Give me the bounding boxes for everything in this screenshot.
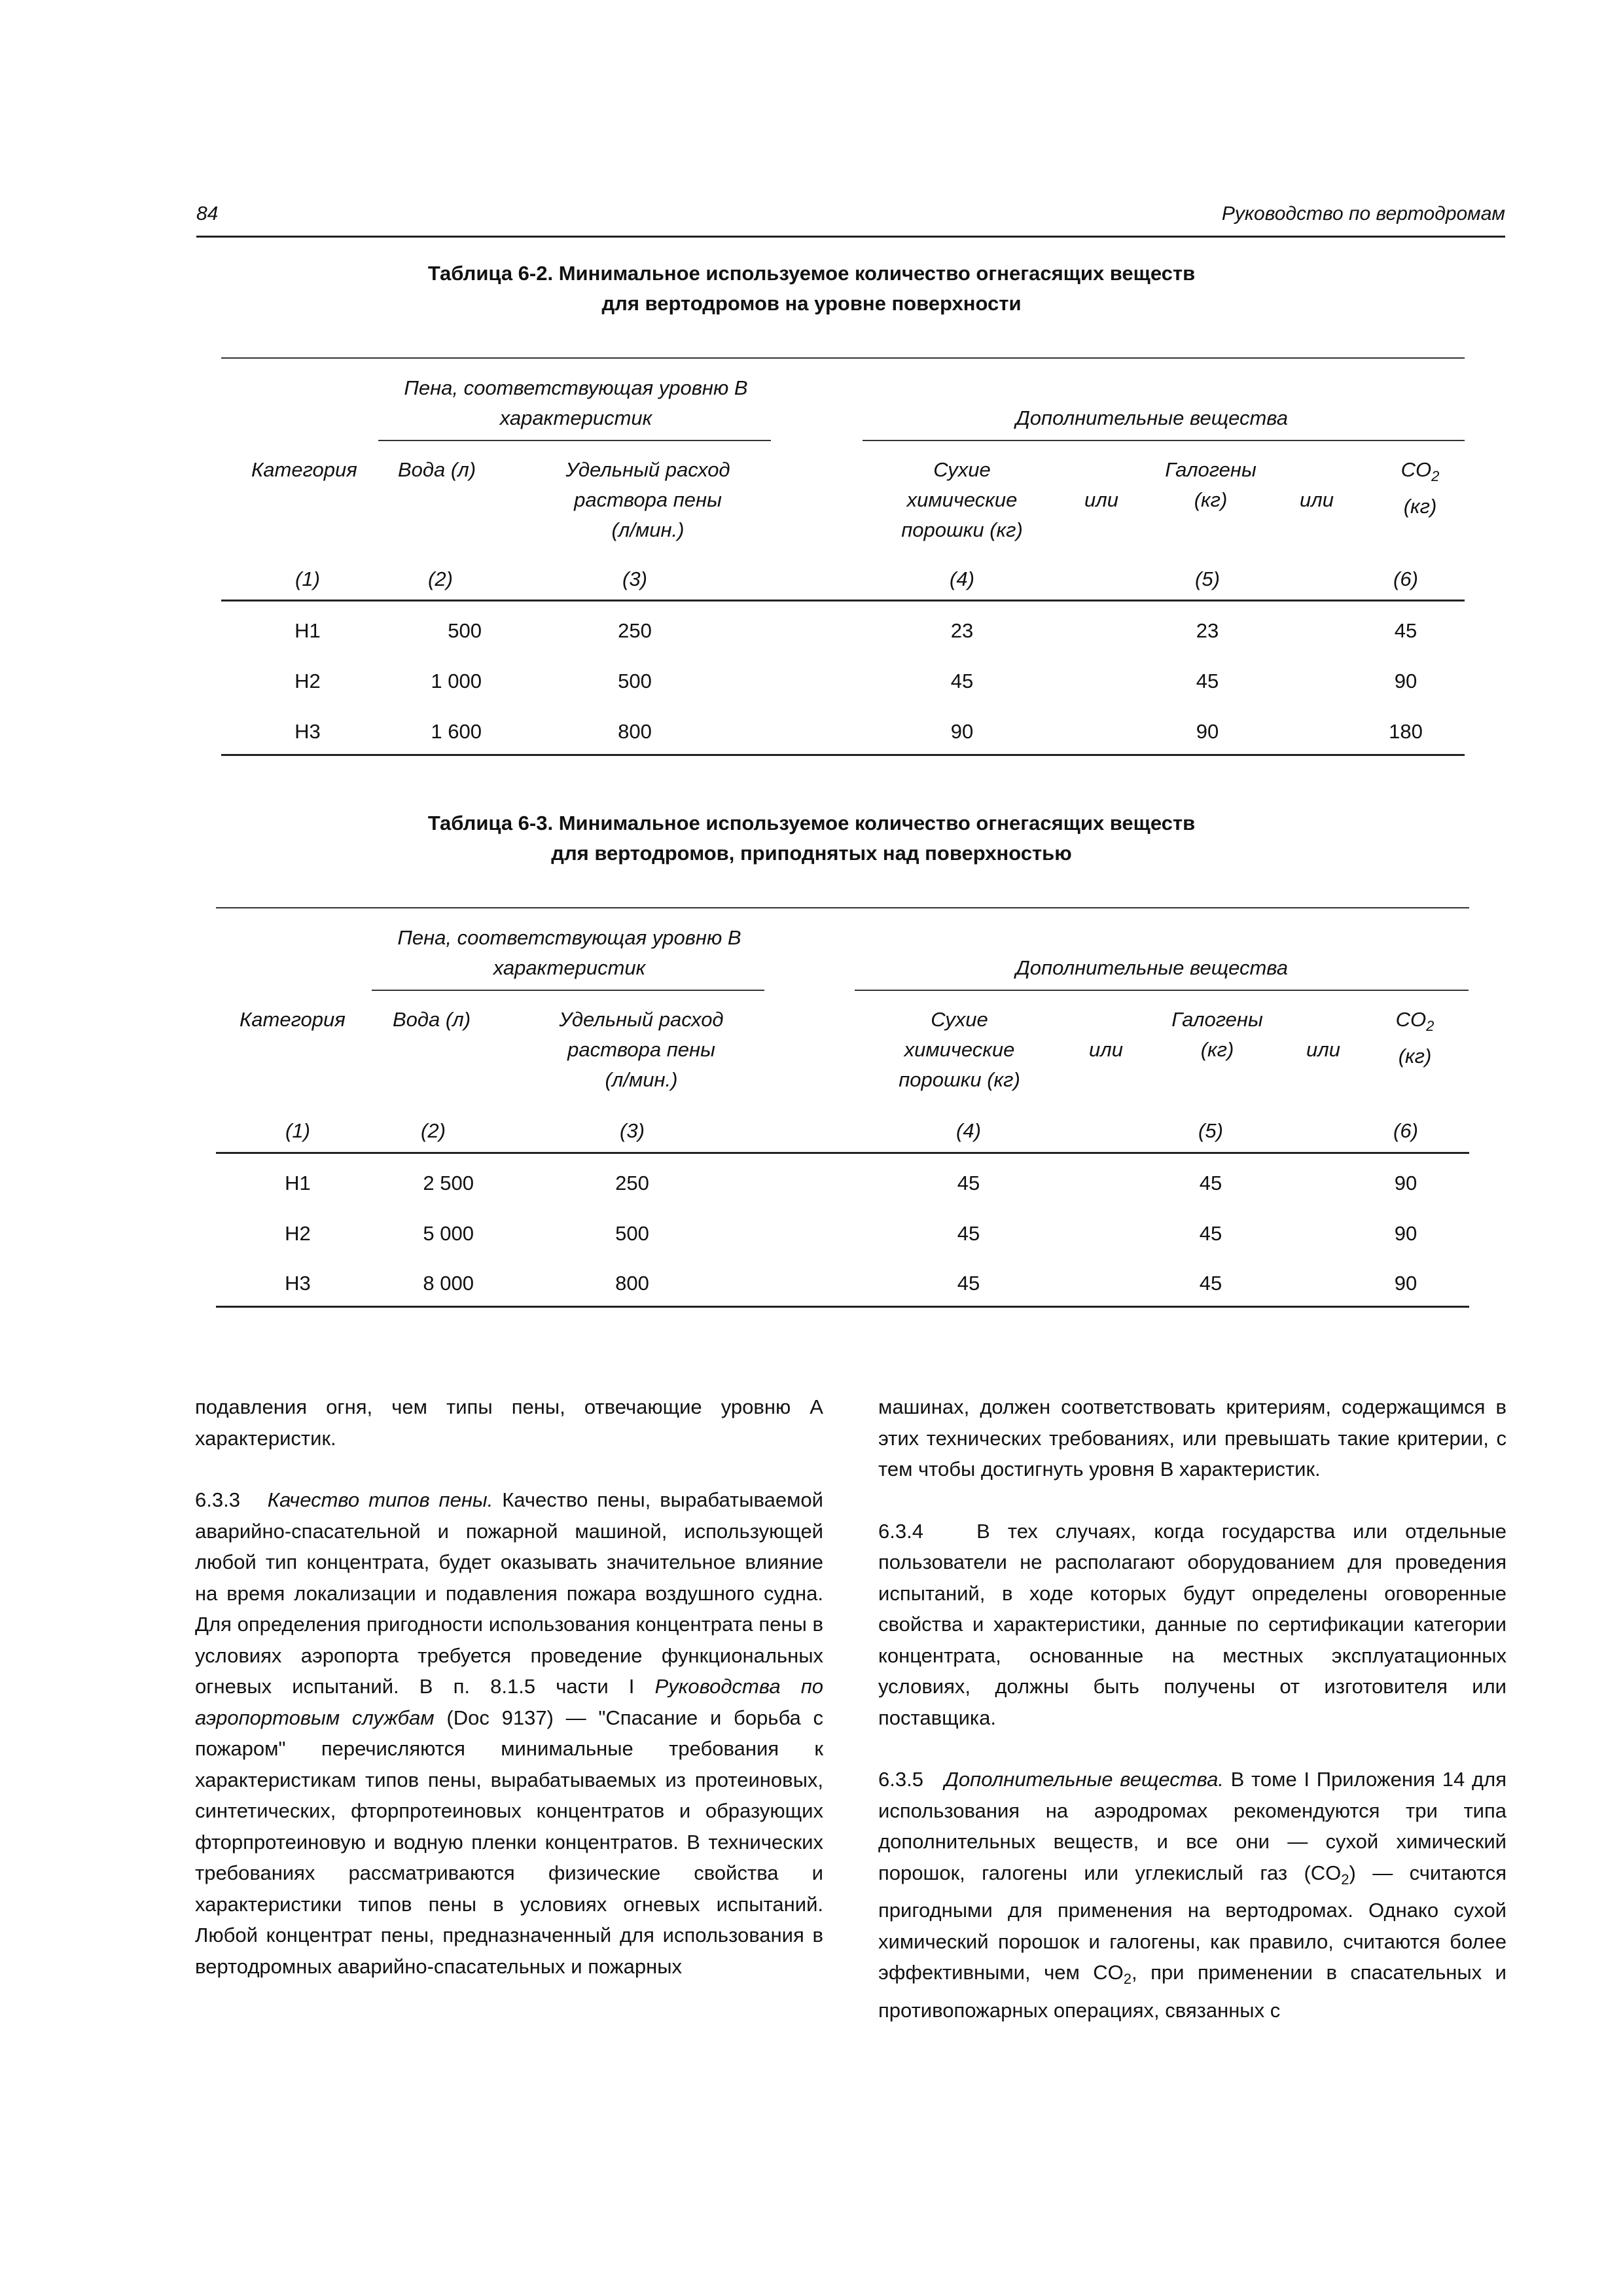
cell-dry-chemical: 45 bbox=[950, 670, 974, 692]
cell-co2: 45 bbox=[1394, 619, 1418, 642]
table-title-line: Таблица 6-2. Минимальное используемое количество огнегасящих веществ bbox=[427, 262, 1196, 285]
cell-water: 1 000 bbox=[431, 670, 482, 692]
cell-dry-chemical: 45 bbox=[957, 1272, 980, 1295]
col-number: (2) bbox=[421, 1119, 446, 1142]
left-column bbox=[195, 1391, 823, 2013]
col-header-dry-chemical bbox=[864, 455, 1060, 545]
header-body-rule bbox=[221, 600, 1465, 601]
cell-dry-chemical: 45 bbox=[957, 1222, 980, 1245]
cell-co2: 90 bbox=[1394, 1222, 1418, 1245]
header-rule bbox=[196, 236, 1505, 238]
header-body-rule bbox=[216, 1152, 1469, 1154]
cell-category: H1 bbox=[285, 1172, 311, 1194]
col-header-line: (кг) bbox=[1398, 1045, 1432, 1068]
cell-halons: 45 bbox=[1199, 1272, 1222, 1295]
col-header-line: порошки (кг) bbox=[901, 518, 1023, 541]
cell-halons: 90 bbox=[1196, 720, 1219, 743]
section-number: 6.3.5 bbox=[878, 1768, 923, 1791]
col-header-line: химические bbox=[904, 1038, 1015, 1061]
cell-halons: 23 bbox=[1196, 619, 1219, 642]
col-header-line: Удельный расход bbox=[559, 1008, 724, 1031]
paragraph-text: , при применении в спасательных и противопожарных операциях, связанных с bbox=[878, 1961, 1507, 2022]
col-header-line: Сухие bbox=[933, 458, 991, 481]
cell-dry-chemical: 23 bbox=[950, 619, 974, 642]
group-rule-foam bbox=[378, 440, 771, 441]
col-number: (3) bbox=[620, 1119, 645, 1142]
col-header-dry-chemical bbox=[861, 1005, 1058, 1095]
co2-subscript: 2 bbox=[1426, 1018, 1435, 1035]
section-heading: Дополнительные вещества. bbox=[944, 1768, 1224, 1791]
paragraph-text: В томе I Приложения 14 для использования на аэродромах рекомендуются три типа дополнительных веществ, и все они — сухой химический порошок, галогены или углекислый газ (CO bbox=[878, 1768, 1507, 1884]
cell-co2: 90 bbox=[1394, 670, 1418, 692]
right-column bbox=[878, 1391, 1507, 2056]
group-heading-additional: Дополнительные вещества bbox=[1015, 956, 1289, 979]
cell-rate: 500 bbox=[618, 670, 652, 692]
cell-water: 5 000 bbox=[423, 1222, 474, 1245]
table-title bbox=[0, 808, 1623, 869]
col-header-line: Галогены bbox=[1171, 1008, 1263, 1031]
table-top-rule bbox=[216, 907, 1469, 908]
page-number: 84 bbox=[196, 203, 219, 224]
table-title-line: для вертодромов, приподнятых над поверхностью bbox=[551, 842, 1072, 865]
paragraph: подавления огня, чем типы пены, отвечающие уровню А характеристик. bbox=[195, 1395, 823, 1450]
col-header-water: Вода (л) bbox=[393, 1008, 471, 1031]
co2-subscript: 2 bbox=[1431, 468, 1440, 485]
cell-halons: 45 bbox=[1199, 1222, 1222, 1245]
table-title-line: Таблица 6-3. Минимальное используемое количество огнегасящих веществ bbox=[427, 812, 1196, 834]
cell-category: H3 bbox=[285, 1272, 311, 1295]
paragraph bbox=[878, 1516, 1507, 1734]
col-number: (5) bbox=[1198, 1119, 1223, 1142]
col-header-line: (кг) bbox=[1194, 488, 1228, 511]
col-header-water: Вода (л) bbox=[398, 458, 476, 481]
co2-label: CO bbox=[1400, 458, 1432, 481]
col-header-category: Категория bbox=[240, 1008, 346, 1031]
group-heading-additional: Дополнительные вещества bbox=[1015, 406, 1289, 429]
paragraph-text: ) — считаются пригодными для применения на вертодромах. Однако сухой химический порошок и галогены, как правило, считаются более эффективными, чем CO bbox=[878, 1861, 1507, 1984]
cell-category: H2 bbox=[285, 1222, 311, 1245]
col-header-rate bbox=[524, 455, 772, 545]
paragraph bbox=[878, 1764, 1507, 2026]
group-rule-additional bbox=[855, 990, 1469, 991]
cell-water: 8 000 bbox=[423, 1272, 474, 1295]
subscript: 2 bbox=[1123, 1971, 1132, 1988]
paragraph: машинах, должен соответствовать критериям, содержащимся в этих технических требованиях, или превышать такие критерии, с тем чтобы достигнуть уровня В характеристик. bbox=[878, 1395, 1507, 1480]
cell-water: 2 500 bbox=[423, 1172, 474, 1194]
running-title: Руководство по вертодромам bbox=[1221, 203, 1505, 224]
cell-category: H1 bbox=[294, 619, 321, 642]
co2-label: CO bbox=[1395, 1008, 1427, 1031]
cell-co2: 180 bbox=[1389, 720, 1423, 743]
table-top-rule bbox=[221, 357, 1465, 359]
cell-rate: 250 bbox=[615, 1172, 649, 1194]
table-title-line: для вертодромов на уровне поверхности bbox=[601, 292, 1022, 315]
or-label: или bbox=[1306, 1038, 1340, 1061]
group-heading-foam bbox=[360, 923, 779, 983]
col-number: (3) bbox=[622, 567, 647, 590]
col-number: (1) bbox=[285, 1119, 310, 1142]
col-header-line: химические bbox=[906, 488, 1018, 511]
col-header-halons bbox=[1145, 1005, 1289, 1065]
col-number: (6) bbox=[1393, 1119, 1418, 1142]
col-header-category: Категория bbox=[251, 458, 357, 481]
cell-rate: 250 bbox=[618, 619, 652, 642]
col-header-line: порошки (кг) bbox=[899, 1068, 1020, 1091]
section-heading: Качество типов пены. bbox=[267, 1488, 493, 1511]
col-header-line: Сухие bbox=[931, 1008, 988, 1031]
col-header-halons bbox=[1139, 455, 1283, 515]
col-header-line: раствора пены bbox=[574, 488, 722, 511]
cell-halons: 45 bbox=[1199, 1172, 1222, 1194]
col-header-line: (кг) bbox=[1200, 1038, 1234, 1061]
cell-water: 1 600 bbox=[431, 720, 482, 743]
cell-category: H2 bbox=[294, 670, 321, 692]
cell-category: H3 bbox=[294, 720, 321, 743]
table-bottom-rule bbox=[221, 754, 1465, 756]
cell-rate: 800 bbox=[618, 720, 652, 743]
paragraph-text: (Doc 9137) — "Спасание и борьба с пожаром" перечисляются минимальные требования к характеристикам типов пены, вырабатываемых из протеиновых, синтетических, фторпротеиновых концентратов и образующих фторпротеиновую и водную пленки концентратов. В технических требованиях рассматриваются физические свойства и характеристики типов пены в условиях огневых испытаний. Любой концентрат пены, предназначенный для использования в вертодромных аварийно-спасательных и пожарных bbox=[195, 1706, 823, 1978]
col-number: (2) bbox=[428, 567, 453, 590]
table-bottom-rule bbox=[216, 1306, 1469, 1308]
col-number: (1) bbox=[295, 567, 320, 590]
or-label: или bbox=[1089, 1038, 1123, 1061]
section-number: 6.3.4 bbox=[878, 1519, 923, 1543]
table-title bbox=[0, 259, 1623, 319]
or-label: или bbox=[1300, 488, 1334, 511]
group-heading-line: Пена, соответствующая уровню В bbox=[404, 376, 748, 399]
col-number: (5) bbox=[1195, 567, 1220, 590]
cell-co2: 90 bbox=[1394, 1172, 1418, 1194]
group-heading-line: характеристик bbox=[499, 406, 652, 429]
col-header-line bbox=[1374, 455, 1466, 492]
col-header-line: Удельный расход bbox=[565, 458, 730, 481]
document-reference: Руководства по аэропортовым службам bbox=[195, 1675, 823, 1729]
cell-dry-chemical: 45 bbox=[957, 1172, 980, 1194]
col-header-line: (л/мин.) bbox=[605, 1068, 678, 1091]
group-heading-line: Пена, соответствующая уровню В bbox=[397, 926, 741, 949]
col-header-rate bbox=[517, 1005, 766, 1095]
cell-halons: 45 bbox=[1196, 670, 1219, 692]
cell-water: 500 bbox=[448, 619, 482, 642]
col-header-line: (л/мин.) bbox=[611, 518, 685, 541]
cell-rate: 800 bbox=[615, 1272, 649, 1295]
section-number: 6.3.3 bbox=[195, 1488, 240, 1511]
paragraph-text: Качество пены, вырабатываемой аварийно-спасательной и пожарной машиной, использующей любой тип концентрата, будет оказывать значительное влияние на время локализации и подавления пожара воздушного судна. Для определения пригодности использования концентрата пены в условиях аэропорта требуется проведение функциональных огневых испытаний. В п. 8.1.5 части I bbox=[195, 1488, 823, 1698]
col-header-line bbox=[1369, 1005, 1461, 1041]
cell-rate: 500 bbox=[615, 1222, 649, 1245]
cell-co2: 90 bbox=[1394, 1272, 1418, 1295]
group-rule-foam bbox=[372, 990, 764, 991]
col-header-co2 bbox=[1369, 1005, 1461, 1071]
col-header-line: (кг) bbox=[1403, 495, 1437, 518]
group-heading-foam bbox=[366, 373, 785, 433]
col-number: (4) bbox=[956, 1119, 981, 1142]
group-rule-additional bbox=[863, 440, 1465, 441]
or-label: или bbox=[1084, 488, 1118, 511]
col-header-line: раствора пены bbox=[567, 1038, 715, 1061]
col-number: (4) bbox=[950, 567, 974, 590]
group-heading-line: характеристик bbox=[493, 956, 646, 979]
paragraph-text: В тех случаях, когда государства или отдельные пользователи не располагают оборудованием для проведения испытаний, в ходе которых будут определены оговоренные свойства и характеристики, данные по сертификации категории концентрата, основанные на местных эксплуатационных условиях, должны быть получены от изготовителя или поставщика. bbox=[878, 1519, 1507, 1729]
col-number: (6) bbox=[1393, 567, 1418, 590]
paragraph bbox=[195, 1484, 823, 1982]
col-header-line: Галогены bbox=[1165, 458, 1257, 481]
subscript: 2 bbox=[1341, 1871, 1349, 1888]
col-header-co2 bbox=[1374, 455, 1466, 522]
cell-dry-chemical: 90 bbox=[950, 720, 974, 743]
